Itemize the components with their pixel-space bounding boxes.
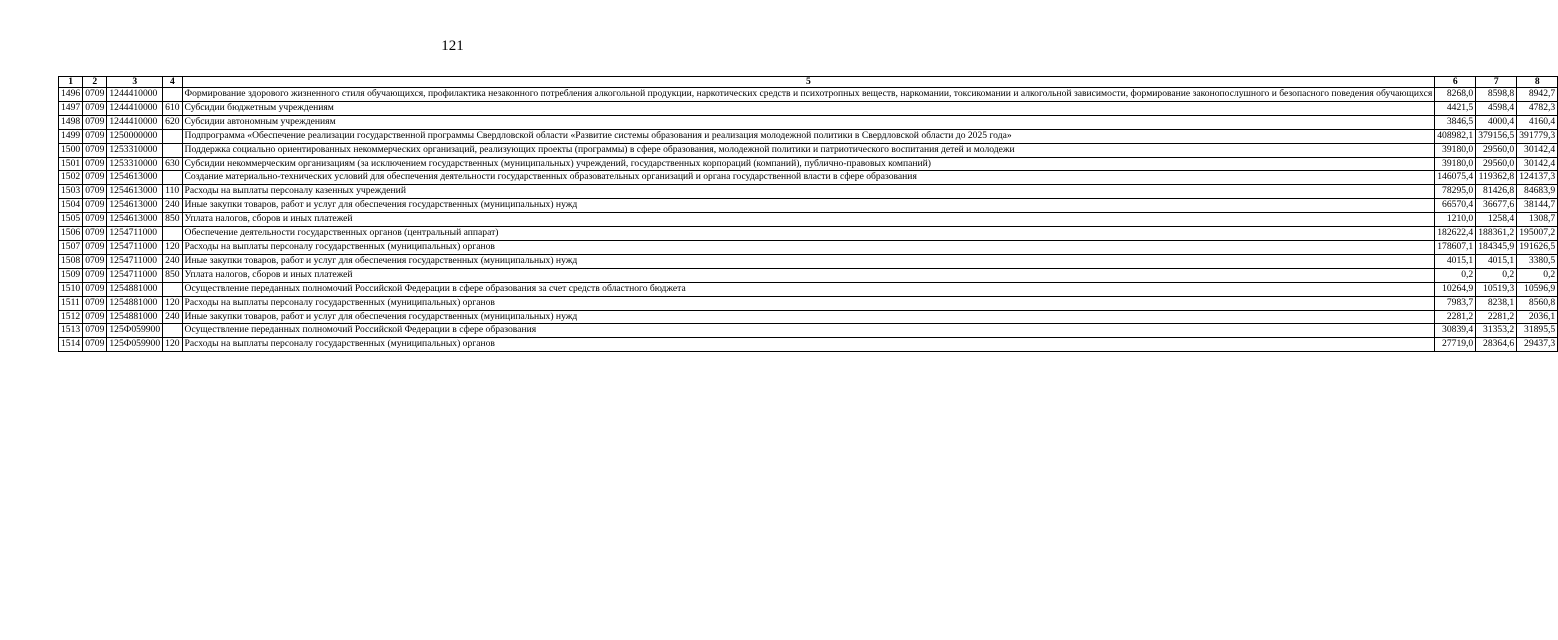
- target-code-cell: 1254613000: [107, 199, 163, 213]
- amount-cell: 66570,4: [1435, 199, 1476, 213]
- section-code-cell: 0709: [83, 240, 107, 254]
- amount-cell: 39180,0: [1435, 157, 1476, 171]
- column-header: 7: [1476, 77, 1517, 88]
- section-code-cell: 0709: [83, 227, 107, 241]
- amount-cell: 36677,6: [1476, 199, 1517, 213]
- row-number-cell: 1511: [59, 296, 83, 310]
- amount-cell: 78295,0: [1435, 185, 1476, 199]
- expense-type-cell: [163, 88, 182, 102]
- amount-cell: 38144,7: [1517, 199, 1558, 213]
- amount-cell: 4000,4: [1476, 115, 1517, 129]
- description-cell: Расходы на выплаты персоналу государственных (муниципальных) органов: [182, 296, 1435, 310]
- amount-cell: 8598,8: [1476, 88, 1517, 102]
- amount-cell: 1210,0: [1435, 213, 1476, 227]
- section-code-cell: 0709: [83, 268, 107, 282]
- column-header: 4: [163, 77, 182, 88]
- description-cell: Субсидии некоммерческим организациям (за исключением государственных (муниципальных) учреждений, государственных корпораций (компаний), публично-правовых компаний): [182, 157, 1435, 171]
- row-number-cell: 1504: [59, 199, 83, 213]
- table-row: [59, 227, 1558, 241]
- description-cell: Уплата налогов, сборов и иных платежей: [182, 268, 1435, 282]
- target-code-cell: 1254613000: [107, 213, 163, 227]
- description-cell: Иные закупки товаров, работ и услуг для обеспечения государственных (муниципальных) нужд: [182, 254, 1435, 268]
- amount-cell: 81426,8: [1476, 185, 1517, 199]
- target-code-cell: 1244410000: [107, 101, 163, 115]
- row-number-cell: 1500: [59, 143, 83, 157]
- target-code-cell: 1253310000: [107, 157, 163, 171]
- amount-cell: 195007,2: [1517, 227, 1558, 241]
- row-number-cell: 1505: [59, 213, 83, 227]
- description-cell: Расходы на выплаты персоналу казенных учреждений: [182, 185, 1435, 199]
- amount-cell: 29560,0: [1476, 143, 1517, 157]
- amount-cell: 4598,4: [1476, 101, 1517, 115]
- row-number-cell: 1496: [59, 88, 83, 102]
- table-row: [59, 338, 1558, 352]
- target-code-cell: 1250000000: [107, 129, 163, 143]
- amount-cell: 30142,4: [1517, 157, 1558, 171]
- expense-type-cell: [163, 324, 182, 338]
- column-header: 1: [59, 77, 83, 88]
- column-header: 3: [107, 77, 163, 88]
- amount-cell: 30142,4: [1517, 143, 1558, 157]
- amount-cell: 4782,3: [1517, 101, 1558, 115]
- table-row: [59, 240, 1558, 254]
- amount-cell: 2036,1: [1517, 310, 1558, 324]
- expense-type-cell: [163, 143, 182, 157]
- description-cell: Субсидии бюджетным учреждениям: [182, 101, 1435, 115]
- amount-cell: 31895,5: [1517, 324, 1558, 338]
- description-cell: Формирование здорового жизненного стиля обучающихся, профилактика незаконного потребления алкогольной продукции, наркотических средств и психотропных веществ, наркомании, токсикомании и алкогольной зависимости, формирование законопослушного и безопасного поведения обучающихся: [182, 88, 1435, 102]
- section-code-cell: 0709: [83, 185, 107, 199]
- amount-cell: 10264,9: [1435, 282, 1476, 296]
- description-cell: Уплата налогов, сборов и иных платежей: [182, 213, 1435, 227]
- expense-type-cell: 630: [163, 157, 182, 171]
- amount-cell: 8238,1: [1476, 296, 1517, 310]
- amount-cell: 39180,0: [1435, 143, 1476, 157]
- row-number-cell: 1506: [59, 227, 83, 241]
- expense-type-cell: 120: [163, 338, 182, 352]
- expense-type-cell: [163, 282, 182, 296]
- row-number-cell: 1508: [59, 254, 83, 268]
- amount-cell: 3846,5: [1435, 115, 1476, 129]
- target-code-cell: 1254613000: [107, 185, 163, 199]
- expense-type-cell: 240: [163, 310, 182, 324]
- amount-cell: 4160,4: [1517, 115, 1558, 129]
- target-code-cell: 1253310000: [107, 143, 163, 157]
- table-row: [59, 157, 1558, 171]
- table-header-row: [59, 77, 1558, 88]
- table-row: [59, 324, 1558, 338]
- section-code-cell: 0709: [83, 129, 107, 143]
- section-code-cell: 0709: [83, 115, 107, 129]
- section-code-cell: 0709: [83, 282, 107, 296]
- amount-cell: 191626,5: [1517, 240, 1558, 254]
- amount-cell: 1308,7: [1517, 213, 1558, 227]
- table-row: [59, 171, 1558, 185]
- expense-type-cell: [163, 227, 182, 241]
- amount-cell: 408982,1: [1435, 129, 1476, 143]
- amount-cell: 2281,2: [1476, 310, 1517, 324]
- amount-cell: 10519,3: [1476, 282, 1517, 296]
- column-header: 2: [83, 77, 107, 88]
- section-code-cell: 0709: [83, 324, 107, 338]
- row-number-cell: 1512: [59, 310, 83, 324]
- row-number-cell: 1502: [59, 171, 83, 185]
- amount-cell: 146075,4: [1435, 171, 1476, 185]
- description-cell: Создание материально-технических условий для обеспечения деятельности государственных образовательных организаций и органа государственной власти в сфере образования: [182, 171, 1435, 185]
- budget-table: [58, 76, 1558, 352]
- section-code-cell: 0709: [83, 88, 107, 102]
- section-code-cell: 0709: [83, 310, 107, 324]
- table-body: [59, 88, 1558, 352]
- row-number-cell: 1497: [59, 101, 83, 115]
- section-code-cell: 0709: [83, 213, 107, 227]
- column-header: 5: [182, 77, 1435, 88]
- expense-type-cell: [163, 171, 182, 185]
- amount-cell: 119362,8: [1476, 171, 1517, 185]
- amount-cell: 84683,9: [1517, 185, 1558, 199]
- amount-cell: 31353,2: [1476, 324, 1517, 338]
- row-number-cell: 1507: [59, 240, 83, 254]
- amount-cell: 7983,7: [1435, 296, 1476, 310]
- page-number: 121: [441, 38, 464, 54]
- description-cell: Иные закупки товаров, работ и услуг для обеспечения государственных (муниципальных) нужд: [182, 199, 1435, 213]
- amount-cell: 4015,1: [1435, 254, 1476, 268]
- target-code-cell: 1254711000: [107, 254, 163, 268]
- target-code-cell: 125Ф059900: [107, 338, 163, 352]
- amount-cell: 124137,3: [1517, 171, 1558, 185]
- section-code-cell: 0709: [83, 199, 107, 213]
- row-number-cell: 1510: [59, 282, 83, 296]
- description-cell: Расходы на выплаты персоналу государственных (муниципальных) органов: [182, 240, 1435, 254]
- amount-cell: 4421,5: [1435, 101, 1476, 115]
- section-code-cell: 0709: [83, 143, 107, 157]
- section-code-cell: 0709: [83, 254, 107, 268]
- amount-cell: 0,2: [1517, 268, 1558, 282]
- table-row: [59, 185, 1558, 199]
- amount-cell: 379156,5: [1476, 129, 1517, 143]
- expense-type-cell: 620: [163, 115, 182, 129]
- table-row: [59, 129, 1558, 143]
- amount-cell: 0,2: [1476, 268, 1517, 282]
- expense-type-cell: 240: [163, 254, 182, 268]
- amount-cell: 391779,3: [1517, 129, 1558, 143]
- amount-cell: 8560,8: [1517, 296, 1558, 310]
- expense-type-cell: 120: [163, 296, 182, 310]
- amount-cell: 182622,4: [1435, 227, 1476, 241]
- table-row: [59, 199, 1558, 213]
- table-row: [59, 88, 1558, 102]
- section-code-cell: 0709: [83, 338, 107, 352]
- description-cell: Подпрограмма «Обеспечение реализации государственной программы Свердловской области «Развитие системы образования и реализация молодежной политики в Свердловской области до 2025 года»: [182, 129, 1435, 143]
- target-code-cell: 1254711000: [107, 227, 163, 241]
- amount-cell: 3380,5: [1517, 254, 1558, 268]
- section-code-cell: 0709: [83, 296, 107, 310]
- amount-cell: 29437,3: [1517, 338, 1558, 352]
- expense-type-cell: [163, 129, 182, 143]
- row-number-cell: 1514: [59, 338, 83, 352]
- amount-cell: 2281,2: [1435, 310, 1476, 324]
- table-row: [59, 254, 1558, 268]
- description-cell: Поддержка социально ориентированных некоммерческих организаций, реализующих проекты (программы) в сфере образования, молодежной политики и патриотического воспитания детей и молодежи: [182, 143, 1435, 157]
- column-header: 8: [1517, 77, 1558, 88]
- amount-cell: 29560,0: [1476, 157, 1517, 171]
- amount-cell: 4015,1: [1476, 254, 1517, 268]
- amount-cell: 8942,7: [1517, 88, 1558, 102]
- description-cell: Обеспечение деятельности государственных органов (центральный аппарат): [182, 227, 1435, 241]
- section-code-cell: 0709: [83, 171, 107, 185]
- amount-cell: 0,2: [1435, 268, 1476, 282]
- expense-type-cell: 850: [163, 213, 182, 227]
- table-row: [59, 213, 1558, 227]
- amount-cell: 30839,4: [1435, 324, 1476, 338]
- amount-cell: 27719,0: [1435, 338, 1476, 352]
- table-row: [59, 296, 1558, 310]
- target-code-cell: 1254881000: [107, 296, 163, 310]
- amount-cell: 184345,9: [1476, 240, 1517, 254]
- target-code-cell: 1254881000: [107, 282, 163, 296]
- table-row: [59, 143, 1558, 157]
- expense-type-cell: 610: [163, 101, 182, 115]
- target-code-cell: 1244410000: [107, 115, 163, 129]
- table-row: [59, 101, 1558, 115]
- amount-cell: 10596,9: [1517, 282, 1558, 296]
- target-code-cell: 1254613000: [107, 171, 163, 185]
- target-code-cell: 1244410000: [107, 88, 163, 102]
- description-cell: Иные закупки товаров, работ и услуг для обеспечения государственных (муниципальных) нужд: [182, 310, 1435, 324]
- row-number-cell: 1503: [59, 185, 83, 199]
- description-cell: Осуществление переданных полномочий Российской Федерации в сфере образования: [182, 324, 1435, 338]
- amount-cell: 28364,6: [1476, 338, 1517, 352]
- description-cell: Расходы на выплаты персоналу государственных (муниципальных) органов: [182, 338, 1435, 352]
- section-code-cell: 0709: [83, 101, 107, 115]
- target-code-cell: 1254881000: [107, 310, 163, 324]
- table-row: [59, 310, 1558, 324]
- target-code-cell: 1254711000: [107, 240, 163, 254]
- expense-type-cell: 120: [163, 240, 182, 254]
- expense-type-cell: 850: [163, 268, 182, 282]
- target-code-cell: 1254711000: [107, 268, 163, 282]
- description-cell: Осуществление переданных полномочий Российской Федерации в сфере образования за счет средств областного бюджета: [182, 282, 1435, 296]
- row-number-cell: 1513: [59, 324, 83, 338]
- column-header: 6: [1435, 77, 1476, 88]
- table-row: [59, 282, 1558, 296]
- target-code-cell: 125Ф059900: [107, 324, 163, 338]
- table-row: [59, 268, 1558, 282]
- row-number-cell: 1499: [59, 129, 83, 143]
- amount-cell: 178607,1: [1435, 240, 1476, 254]
- amount-cell: 1258,4: [1476, 213, 1517, 227]
- expense-type-cell: 110: [163, 185, 182, 199]
- expense-type-cell: 240: [163, 199, 182, 213]
- amount-cell: 8268,0: [1435, 88, 1476, 102]
- amount-cell: 188361,2: [1476, 227, 1517, 241]
- table-row: [59, 115, 1558, 129]
- row-number-cell: 1501: [59, 157, 83, 171]
- row-number-cell: 1498: [59, 115, 83, 129]
- row-number-cell: 1509: [59, 268, 83, 282]
- description-cell: Субсидии автономным учреждениям: [182, 115, 1435, 129]
- section-code-cell: 0709: [83, 157, 107, 171]
